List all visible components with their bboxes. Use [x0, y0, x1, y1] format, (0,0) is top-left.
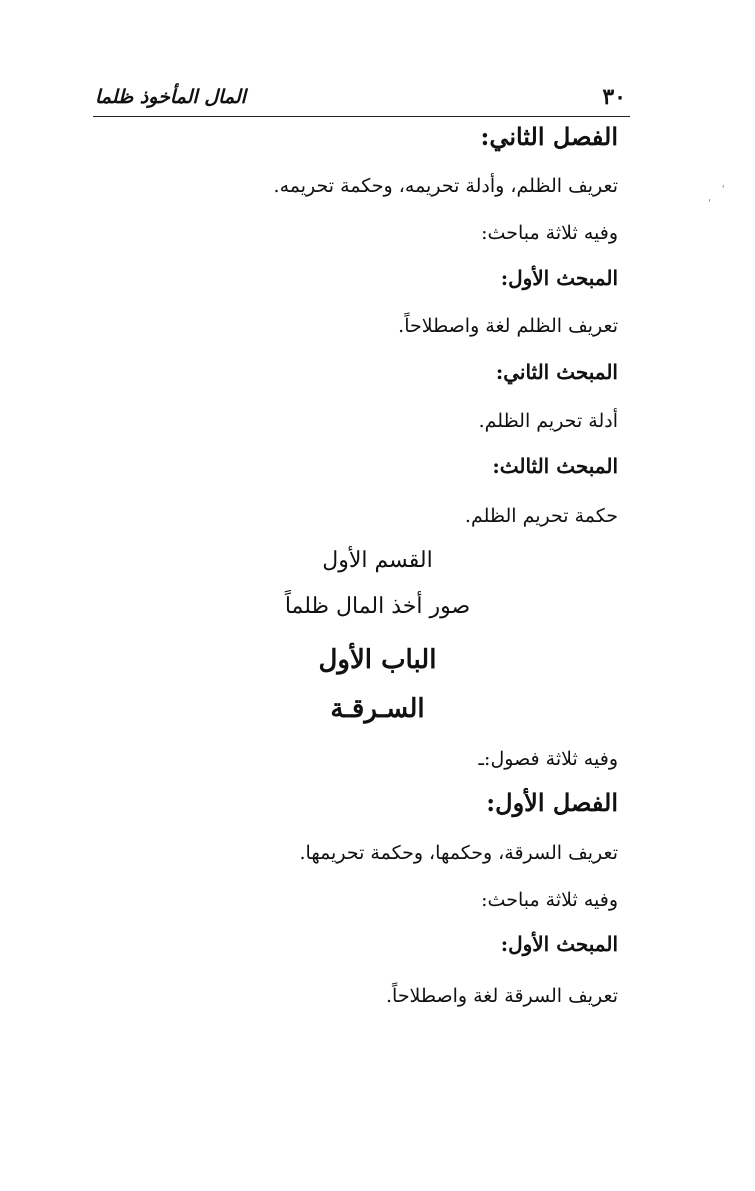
book-title: الباب الأول — [318, 645, 437, 675]
margin-mark: ˌ — [708, 192, 711, 203]
chapter2-intro: وفيه ثلاثة مباحث: — [481, 222, 618, 244]
topic-heading: المبحث الأول: — [500, 266, 618, 290]
topic-heading: المبحث الثالث: — [492, 454, 618, 478]
running-title: المال المأخوذ ظلما — [95, 86, 246, 108]
chapter2-description: تعريف الظلم، وأدلة تحريمه، وحكمة تحريمه. — [273, 175, 618, 197]
chapter1-heading: الفصل الأول: — [486, 788, 618, 817]
book-intro: وفيه ثلاثة فصول:ـ — [478, 748, 618, 770]
topic-heading: المبحث الأول: — [500, 932, 618, 956]
book-subtitle: السـرقـة — [330, 694, 425, 724]
part-subtitle: صور أخذ المال ظلماً — [284, 594, 471, 619]
topic-description: تعريف السرقة لغة واصطلاحاً. — [385, 985, 618, 1007]
chapter1-description: تعريف السرقة، وحكمها، وحكمة تحريمها. — [299, 842, 618, 864]
margin-mark: ˓ — [722, 182, 726, 193]
topic-description: تعريف الظلم لغة واصطلاحاً. — [398, 315, 618, 337]
topic-heading: المبحث الثاني: — [495, 360, 618, 384]
topic-description: حكمة تحريم الظلم. — [464, 505, 618, 527]
page-header — [93, 80, 630, 117]
chapter2-heading: الفصل الثاني: — [480, 122, 618, 151]
chapter1-intro: وفيه ثلاثة مباحث: — [481, 889, 618, 911]
part-title: القسم الأول — [322, 548, 433, 573]
page-number: ٣٠ — [602, 84, 626, 110]
topic-description: أدلة تحريم الظلم. — [478, 410, 618, 432]
